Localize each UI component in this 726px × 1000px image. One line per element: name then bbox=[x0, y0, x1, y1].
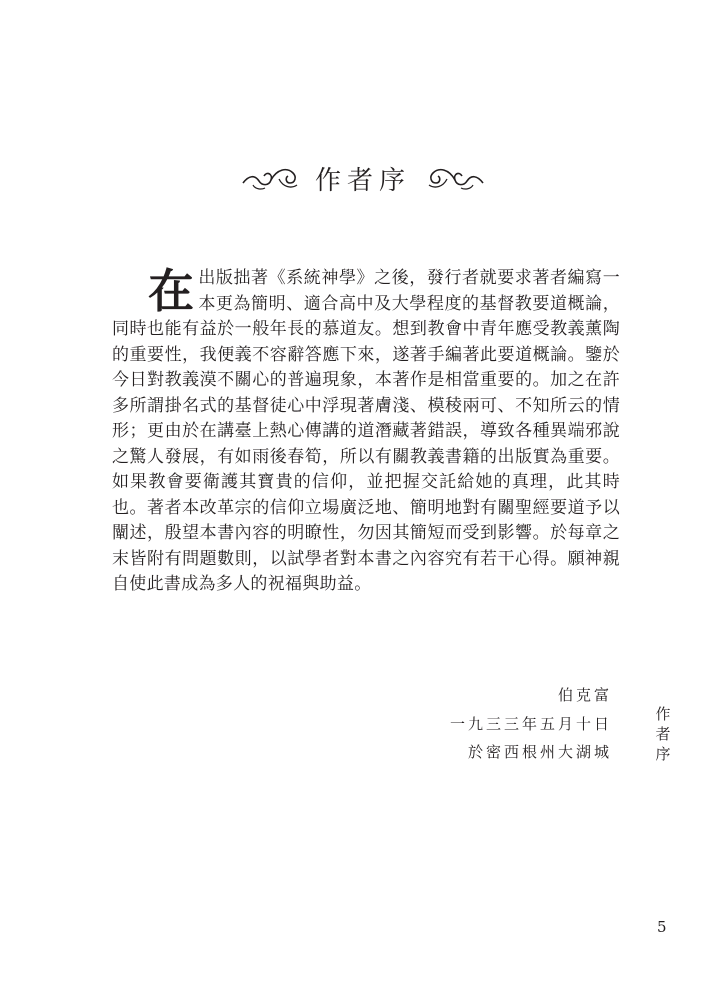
preface-text: 出版拙著《系統神學》之後，發行者就要求著者編寫一本更為簡明、適合高中及大學程度的基督教要道概論，同時也能有益於一般年長的慕道友。想到教會中青年應受教義薰陶的重要性，我便義不容辭答應下來，遂著手編著此要道概論。鑒於今日對教義漠不關心的普遍現象，本著作是相當重要的。加之在許多所謂掛名式的基督徒心中浮現著膚淺、模稜兩可、不知所云的情形；更由於在講臺上熱心傳講的道潛藏著錯誤，導致各種異端邪說之驚人發展，有如雨後春筍，所以有關教義書籍的出版實為重要。如果教會要衛護其寶貴的信仰，並把握交託給她的真理，此其時也。著者本改革宗的信仰立場廣泛地、簡明地對有關聖經要道予以闡述，殷望本書內容的明瞭性，勿因其簡短而受到影響。於每章之末皆附有問題數則，以試學者對本書之內容究有若干心得。願神親自使此書成為多人的祝福與助益。 bbox=[112, 268, 620, 594]
side-label-char: 者 bbox=[655, 725, 671, 743]
signature-date: 一九三三年五月十日 bbox=[449, 715, 612, 733]
signature-author: 伯克富 bbox=[557, 686, 612, 704]
side-label-char: 序 bbox=[655, 745, 671, 763]
preface-paragraph bbox=[112, 266, 620, 598]
side-label-char: 作 bbox=[655, 705, 671, 723]
page-title: 作者序 bbox=[314, 165, 411, 196]
side-section-label bbox=[655, 704, 671, 764]
preface-body bbox=[112, 266, 620, 598]
drop-cap: 在 bbox=[148, 264, 195, 318]
title-area bbox=[0, 158, 726, 198]
ornament-flourish-right-icon bbox=[425, 161, 487, 195]
ornament-flourish-left-icon bbox=[239, 161, 301, 195]
page-number: 5 bbox=[657, 918, 667, 936]
signature-place: 於密西根州大湖城 bbox=[467, 743, 612, 761]
